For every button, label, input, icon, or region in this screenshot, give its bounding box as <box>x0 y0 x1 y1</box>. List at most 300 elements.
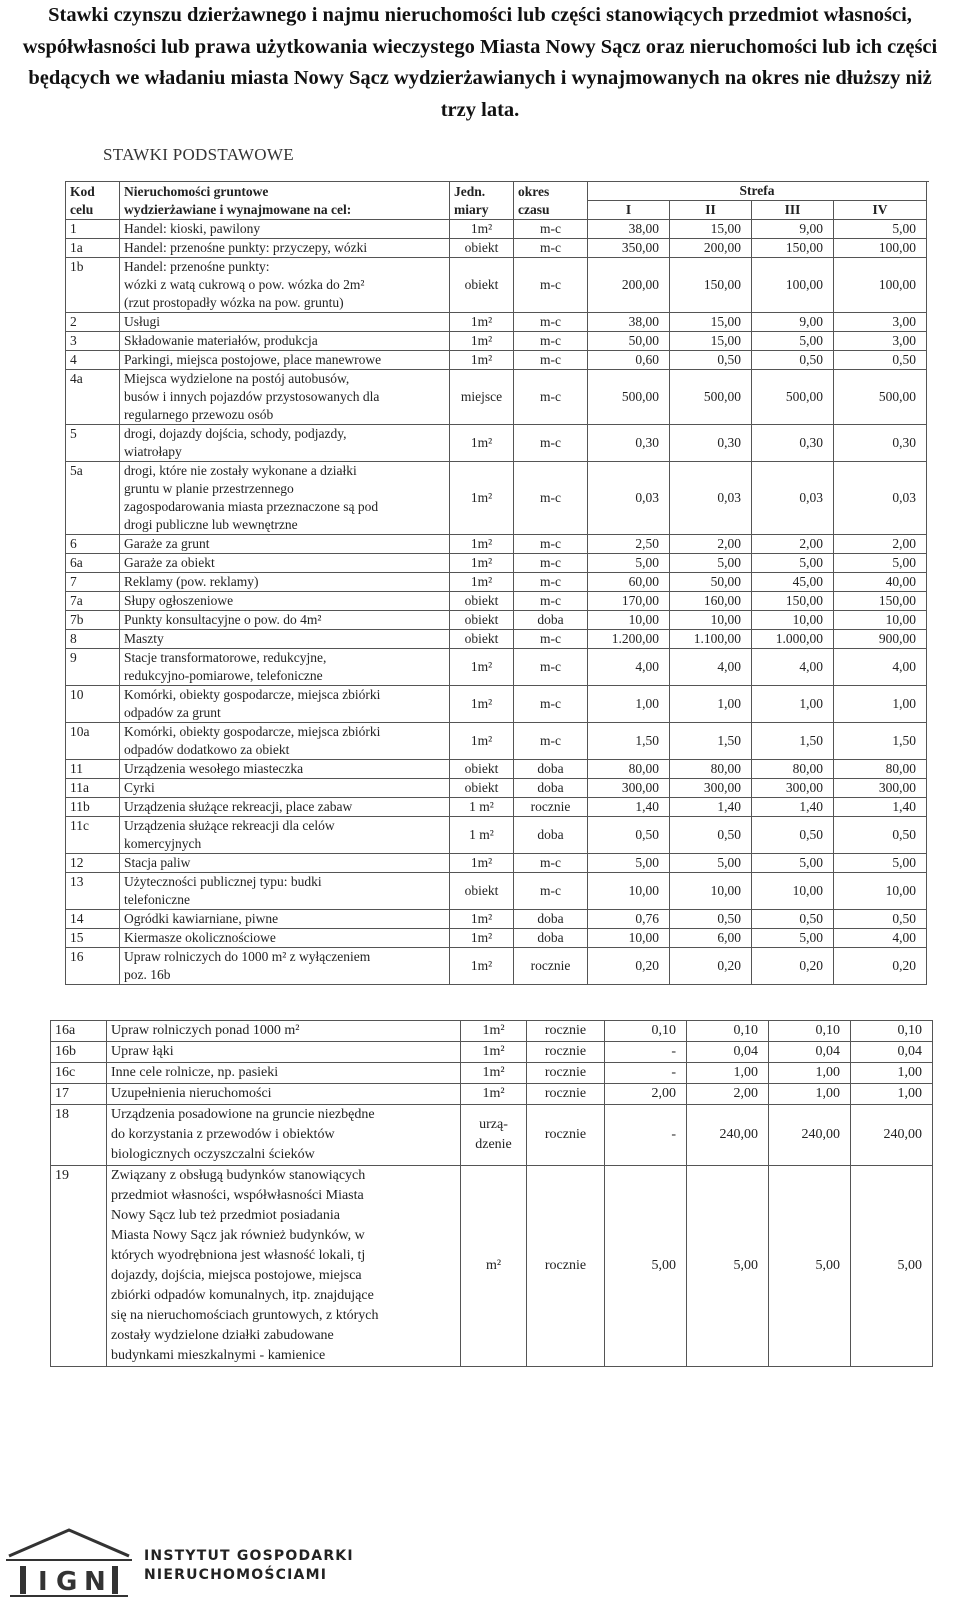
row-period: m-c <box>514 723 588 760</box>
row-rate-zone-2: 2,00 <box>670 535 752 554</box>
row-rate-zone-4: 300,00 <box>834 779 927 798</box>
table-body-part-1 <box>66 220 927 985</box>
header-period-2: czasu <box>514 201 588 220</box>
row-rate-zone-4: 40,00 <box>834 573 927 592</box>
row-purpose: Składowanie materiałów, produkcja <box>120 332 450 351</box>
row-rate-zone-3: 1,00 <box>769 1084 851 1105</box>
row-rate-zone-1: 0,03 <box>588 462 670 535</box>
row-unit: 1m² <box>450 535 514 554</box>
row-code: 9 <box>66 649 120 686</box>
row-purpose: Punkty konsultacyjne o pow. do 4m² <box>120 611 450 630</box>
row-rate-zone-1: 60,00 <box>588 573 670 592</box>
row-rate-zone-2: 0,30 <box>670 425 752 462</box>
row-code: 16c <box>51 1063 107 1084</box>
row-rate-zone-3: 0,50 <box>752 351 834 370</box>
table-row <box>66 948 927 985</box>
table-row <box>66 723 927 760</box>
row-rate-zone-2: 5,00 <box>687 1166 769 1367</box>
header-code: Kod <box>66 182 120 201</box>
row-rate-zone-3: 5,00 <box>752 332 834 351</box>
row-purpose: Stacje transformatorowe, redukcyjne, redukcyjno-pomiarowe, telefoniczne <box>120 649 450 686</box>
table-row <box>66 462 927 535</box>
row-period: m-c <box>514 425 588 462</box>
row-period: m-c <box>514 573 588 592</box>
row-rate-zone-3: 500,00 <box>752 370 834 425</box>
row-rate-zone-3: 0,04 <box>769 1042 851 1063</box>
institute-name <box>144 1547 354 1585</box>
table-row <box>66 760 927 779</box>
row-purpose: Upraw rolniczych do 1000 m² z wyłączeniem poz. 16b <box>120 948 450 985</box>
row-rate-zone-1: 0,30 <box>588 425 670 462</box>
row-rate-zone-1: - <box>605 1042 687 1063</box>
row-rate-zone-2: 5,00 <box>670 554 752 573</box>
row-unit: obiekt <box>450 611 514 630</box>
row-period: m-c <box>514 686 588 723</box>
row-purpose: drogi, dojazdy dojścia, schody, podjazdy, wiatrołapy <box>120 425 450 462</box>
row-purpose: Handel: przenośne punkty: przyczepy, wózki <box>120 239 450 258</box>
table-row <box>66 332 927 351</box>
row-rate-zone-1: 4,00 <box>588 649 670 686</box>
row-rate-zone-4: 1,00 <box>851 1084 933 1105</box>
row-rate-zone-1: 170,00 <box>588 592 670 611</box>
header-zone-2: II <box>670 201 752 220</box>
institute-name-line-2: NIERUCHOMOŚCIAMI <box>144 1567 328 1583</box>
table-row <box>51 1042 933 1063</box>
row-purpose: Związany z obsługą budynków stanowiących przedmiot własności, współwłasności Miasta Nowy Sącz lub też przedmiot posiadania Miasta Nowy Sącz jak również budynków, w których wyodrębniona jest własność lokali, tj dojazdy, dojścia, miejsca postojowe, miejsca zbiórki odpadów komunalnych, itp. znajdujące się na nieruchomościach gruntowych, z których zostały wydzielone działki zabudowane budynkami mieszkalnymi - kamienice <box>107 1166 461 1367</box>
row-rate-zone-2: 6,00 <box>670 929 752 948</box>
row-unit: 1m² <box>450 686 514 723</box>
row-rate-zone-1: 2,50 <box>588 535 670 554</box>
row-purpose: Użyteczności publicznej typu: budki telefoniczne <box>120 873 450 910</box>
row-rate-zone-3: 0,50 <box>752 910 834 929</box>
row-purpose: Komórki, obiekty gospodarcze, miejsca zbiórki odpadów za grunt <box>120 686 450 723</box>
table-row <box>51 1021 933 1042</box>
row-rate-zone-2: 50,00 <box>670 573 752 592</box>
table-row <box>51 1105 933 1166</box>
row-period: m-c <box>514 535 588 554</box>
row-code: 7a <box>66 592 120 611</box>
row-rate-zone-4: 1,50 <box>834 723 927 760</box>
row-rate-zone-4: 5,00 <box>834 854 927 873</box>
row-rate-zone-2: 300,00 <box>670 779 752 798</box>
row-code: 17 <box>51 1084 107 1105</box>
row-rate-zone-4: 5,00 <box>834 554 927 573</box>
row-purpose: Urządzenia służące rekreacji, place zabaw <box>120 798 450 817</box>
table-row <box>66 817 927 854</box>
row-rate-zone-3: 5,00 <box>769 1166 851 1367</box>
logo-letter-n: N <box>84 1567 106 1597</box>
row-rate-zone-1: 50,00 <box>588 332 670 351</box>
row-unit: obiekt <box>450 760 514 779</box>
row-rate-zone-1: 0,20 <box>588 948 670 985</box>
header-code-2: celu <box>66 201 120 220</box>
header-zone-3: III <box>752 201 834 220</box>
row-rate-zone-3: 9,00 <box>752 313 834 332</box>
row-rate-zone-1: 0,50 <box>588 817 670 854</box>
row-unit: 1m² <box>450 723 514 760</box>
row-rate-zone-2: 15,00 <box>670 332 752 351</box>
row-rate-zone-2: 1,50 <box>670 723 752 760</box>
row-purpose: Uzupełnienia nieruchomości <box>107 1084 461 1105</box>
row-unit: obiekt <box>450 779 514 798</box>
row-purpose: Urządzenia służące rekreacji dla celów komercyjnych <box>120 817 450 854</box>
row-unit: 1m² <box>450 220 514 239</box>
row-rate-zone-2: 2,00 <box>687 1084 769 1105</box>
row-rate-zone-3: 100,00 <box>752 258 834 313</box>
row-period: doba <box>514 929 588 948</box>
row-code: 1a <box>66 239 120 258</box>
row-unit: 1m² <box>450 351 514 370</box>
row-purpose: Upraw rolniczych ponad 1000 m² <box>107 1021 461 1042</box>
row-rate-zone-1: 350,00 <box>588 239 670 258</box>
row-rate-zone-1: 0,60 <box>588 351 670 370</box>
row-rate-zone-4: 1,40 <box>834 798 927 817</box>
row-code: 13 <box>66 873 120 910</box>
table-row <box>66 239 927 258</box>
row-rate-zone-4: 100,00 <box>834 239 927 258</box>
row-period: doba <box>514 817 588 854</box>
row-purpose: Garaże za grunt <box>120 535 450 554</box>
row-period: m-c <box>514 649 588 686</box>
table-row <box>66 798 927 817</box>
row-rate-zone-4: 150,00 <box>834 592 927 611</box>
row-code: 4 <box>66 351 120 370</box>
row-rate-zone-2: 5,00 <box>670 854 752 873</box>
row-rate-zone-3: 1,00 <box>769 1063 851 1084</box>
header-purpose: Nieruchomości gruntowe <box>120 182 450 201</box>
table-row <box>66 854 927 873</box>
row-rate-zone-4: 0,03 <box>834 462 927 535</box>
row-purpose: Stacja paliw <box>120 854 450 873</box>
row-unit: obiekt <box>450 239 514 258</box>
row-rate-zone-3: 5,00 <box>752 554 834 573</box>
row-code: 5a <box>66 462 120 535</box>
row-purpose: drogi, które nie zostały wykonane a działki gruntu w planie przestrzennego zagospodarowania miasta przeznaczone są pod drogi publiczne lub wewnętrzne <box>120 462 450 535</box>
section-heading: STAWKI PODSTAWOWE <box>103 145 294 164</box>
row-rate-zone-1: 80,00 <box>588 760 670 779</box>
row-period: rocznie <box>527 1021 605 1042</box>
row-code: 11b <box>66 798 120 817</box>
row-rate-zone-1: 38,00 <box>588 313 670 332</box>
row-rate-zone-3: 9,00 <box>752 220 834 239</box>
row-period: m-c <box>514 630 588 649</box>
row-unit: 1m² <box>450 910 514 929</box>
row-period: rocznie <box>527 1166 605 1367</box>
row-rate-zone-2: 200,00 <box>670 239 752 258</box>
row-code: 11c <box>66 817 120 854</box>
row-rate-zone-1: 2,00 <box>605 1084 687 1105</box>
row-rate-zone-3: 45,00 <box>752 573 834 592</box>
row-rate-zone-3: 0,20 <box>752 948 834 985</box>
row-purpose: Miejsca wydzielone na postój autobusów, busów i innych pojazdów przystosowanych dla regularnego przewozu osób <box>120 370 450 425</box>
row-rate-zone-1: - <box>605 1063 687 1084</box>
row-purpose: Garaże za obiekt <box>120 554 450 573</box>
row-rate-zone-1: 300,00 <box>588 779 670 798</box>
row-unit: 1m² <box>450 854 514 873</box>
table-row <box>66 425 927 462</box>
row-rate-zone-2: 10,00 <box>670 873 752 910</box>
row-rate-zone-4: 0,50 <box>834 817 927 854</box>
row-unit: 1m² <box>461 1021 527 1042</box>
table-row <box>66 573 927 592</box>
row-rate-zone-2: 80,00 <box>670 760 752 779</box>
header-unit: Jedn. <box>450 182 514 201</box>
ign-logo <box>4 1522 134 1602</box>
row-unit: 1m² <box>461 1084 527 1105</box>
row-rate-zone-1: 10,00 <box>588 611 670 630</box>
row-rate-zone-2: 240,00 <box>687 1105 769 1166</box>
row-rate-zone-2: 0,10 <box>687 1021 769 1042</box>
row-code: 5 <box>66 425 120 462</box>
row-purpose: Maszty <box>120 630 450 649</box>
row-period: rocznie <box>527 1084 605 1105</box>
row-rate-zone-1: 1,40 <box>588 798 670 817</box>
row-rate-zone-4: 900,00 <box>834 630 927 649</box>
row-unit: 1m² <box>450 554 514 573</box>
row-rate-zone-1: 200,00 <box>588 258 670 313</box>
row-period: m-c <box>514 554 588 573</box>
row-rate-zone-3: 240,00 <box>769 1105 851 1166</box>
row-rate-zone-2: 0,04 <box>687 1042 769 1063</box>
row-period: m-c <box>514 592 588 611</box>
row-rate-zone-3: 150,00 <box>752 592 834 611</box>
header-zone-4: IV <box>834 201 927 220</box>
row-code: 2 <box>66 313 120 332</box>
row-purpose: Reklamy (pow. reklamy) <box>120 573 450 592</box>
row-unit: 1m² <box>461 1042 527 1063</box>
row-rate-zone-2: 0,50 <box>670 351 752 370</box>
row-rate-zone-3: 4,00 <box>752 649 834 686</box>
row-code: 7b <box>66 611 120 630</box>
row-rate-zone-3: 0,30 <box>752 425 834 462</box>
row-rate-zone-4: 500,00 <box>834 370 927 425</box>
row-rate-zone-1: 1,00 <box>588 686 670 723</box>
row-rate-zone-4: 100,00 <box>834 258 927 313</box>
row-rate-zone-4: 80,00 <box>834 760 927 779</box>
table-row <box>66 686 927 723</box>
row-period: rocznie <box>527 1042 605 1063</box>
row-rate-zone-4: 3,00 <box>834 332 927 351</box>
row-code: 18 <box>51 1105 107 1166</box>
row-code: 8 <box>66 630 120 649</box>
row-rate-zone-1: 10,00 <box>588 873 670 910</box>
row-rate-zone-1: 5,00 <box>588 554 670 573</box>
row-rate-zone-2: 1,00 <box>687 1063 769 1084</box>
header-zone-1: I <box>588 201 670 220</box>
row-rate-zone-3: 1,40 <box>752 798 834 817</box>
row-code: 16a <box>51 1021 107 1042</box>
row-period: m-c <box>514 854 588 873</box>
row-period: m-c <box>514 239 588 258</box>
row-rate-zone-3: 1,50 <box>752 723 834 760</box>
table-body-part-2 <box>51 1021 933 1367</box>
row-code: 7 <box>66 573 120 592</box>
row-rate-zone-4: 0,10 <box>851 1021 933 1042</box>
row-code: 12 <box>66 854 120 873</box>
row-rate-zone-1: 10,00 <box>588 929 670 948</box>
row-rate-zone-4: 0,30 <box>834 425 927 462</box>
row-code: 4a <box>66 370 120 425</box>
row-period: rocznie <box>514 948 588 985</box>
row-purpose: Handel: kioski, pawilony <box>120 220 450 239</box>
row-period: rocznie <box>527 1063 605 1084</box>
header-period: okres <box>514 182 588 201</box>
row-code: 19 <box>51 1166 107 1367</box>
row-purpose: Komórki, obiekty gospodarcze, miejsca zbiórki odpadów dodatkowo za obiekt <box>120 723 450 760</box>
row-purpose: Ogródki kawiarniane, piwne <box>120 910 450 929</box>
table-row <box>66 649 927 686</box>
row-rate-zone-2: 15,00 <box>670 313 752 332</box>
row-rate-zone-4: 3,00 <box>834 313 927 332</box>
row-rate-zone-2: 15,00 <box>670 220 752 239</box>
table-row <box>66 535 927 554</box>
row-period: m-c <box>514 462 588 535</box>
table-row <box>66 351 927 370</box>
row-code: 14 <box>66 910 120 929</box>
row-purpose: Cyrki <box>120 779 450 798</box>
row-unit: obiekt <box>450 592 514 611</box>
row-rate-zone-3: 0,10 <box>769 1021 851 1042</box>
row-rate-zone-3: 1.000,00 <box>752 630 834 649</box>
row-code: 16 <box>66 948 120 985</box>
row-purpose: Urządzenia posadowione na gruncie niezbędne do korzystania z przewodów i obiektów biologicznych oczyszczalni ścieków <box>107 1105 461 1166</box>
row-rate-zone-2: 0,03 <box>670 462 752 535</box>
row-rate-zone-1: 5,00 <box>588 854 670 873</box>
row-rate-zone-3: 10,00 <box>752 873 834 910</box>
row-rate-zone-1: 500,00 <box>588 370 670 425</box>
row-period: m-c <box>514 313 588 332</box>
table-row <box>66 592 927 611</box>
row-rate-zone-4: 5,00 <box>834 220 927 239</box>
row-rate-zone-3: 80,00 <box>752 760 834 779</box>
row-unit: 1m² <box>450 573 514 592</box>
row-rate-zone-4: 4,00 <box>834 929 927 948</box>
row-rate-zone-3: 5,00 <box>752 854 834 873</box>
row-rate-zone-2: 500,00 <box>670 370 752 425</box>
table-row <box>51 1166 933 1367</box>
table-row <box>66 554 927 573</box>
row-unit: 1m² <box>450 649 514 686</box>
row-rate-zone-2: 0,50 <box>670 817 752 854</box>
header-unit-2: miary <box>450 201 514 220</box>
row-rate-zone-4: 0,04 <box>851 1042 933 1063</box>
row-period: m-c <box>514 351 588 370</box>
row-unit: 1m² <box>461 1063 527 1084</box>
row-rate-zone-4: 0,50 <box>834 910 927 929</box>
row-code: 6a <box>66 554 120 573</box>
row-unit: m² <box>461 1166 527 1367</box>
table-row <box>66 220 927 239</box>
row-rate-zone-1: 38,00 <box>588 220 670 239</box>
table-row <box>66 630 927 649</box>
row-unit: obiekt <box>450 258 514 313</box>
row-purpose: Inne cele rolnicze, np. pasieki <box>107 1063 461 1084</box>
row-period: doba <box>514 611 588 630</box>
row-unit: obiekt <box>450 630 514 649</box>
table-row <box>51 1063 933 1084</box>
row-code: 10a <box>66 723 120 760</box>
row-rate-zone-4: 4,00 <box>834 649 927 686</box>
row-unit: 1m² <box>450 929 514 948</box>
row-rate-zone-2: 1.100,00 <box>670 630 752 649</box>
row-rate-zone-3: 2,00 <box>752 535 834 554</box>
rates-table-part-1 <box>65 181 927 985</box>
row-rate-zone-4: 10,00 <box>834 873 927 910</box>
logo-letter-g: G <box>56 1567 78 1597</box>
row-unit: 1m² <box>450 313 514 332</box>
row-code: 15 <box>66 929 120 948</box>
row-rate-zone-2: 0,20 <box>670 948 752 985</box>
row-unit: 1m² <box>450 948 514 985</box>
row-code: 1b <box>66 258 120 313</box>
row-code: 11 <box>66 760 120 779</box>
row-unit: 1m² <box>450 425 514 462</box>
row-rate-zone-4: 1,00 <box>834 686 927 723</box>
row-unit: miejsce <box>450 370 514 425</box>
table-row <box>51 1084 933 1105</box>
row-rate-zone-3: 0,03 <box>752 462 834 535</box>
row-purpose: Upraw łąki <box>107 1042 461 1063</box>
row-rate-zone-4: 0,20 <box>834 948 927 985</box>
table-header-row-2 <box>66 201 927 220</box>
row-rate-zone-3: 150,00 <box>752 239 834 258</box>
table-row <box>66 313 927 332</box>
row-rate-zone-2: 4,00 <box>670 649 752 686</box>
table-row <box>66 910 927 929</box>
row-unit: 1m² <box>450 332 514 351</box>
row-rate-zone-2: 150,00 <box>670 258 752 313</box>
row-code: 6 <box>66 535 120 554</box>
row-code: 16b <box>51 1042 107 1063</box>
row-period: m-c <box>514 370 588 425</box>
row-rate-zone-4: 0,50 <box>834 351 927 370</box>
row-purpose: Handel: przenośne punkty: wózki z watą cukrową o pow. wózka do 2m² (rzut prostopadły wózka na pow. gruntu) <box>120 258 450 313</box>
row-purpose: Usługi <box>120 313 450 332</box>
table-row <box>66 929 927 948</box>
row-purpose: Kiermasze okolicznościowe <box>120 929 450 948</box>
row-rate-zone-1: 1,50 <box>588 723 670 760</box>
row-unit: obiekt <box>450 873 514 910</box>
row-rate-zone-4: 240,00 <box>851 1105 933 1166</box>
row-rate-zone-2: 160,00 <box>670 592 752 611</box>
rates-table-part-2 <box>50 1020 933 1367</box>
row-rate-zone-1: 1.200,00 <box>588 630 670 649</box>
header-zone: Strefa <box>588 182 927 201</box>
row-rate-zone-2: 1,40 <box>670 798 752 817</box>
institute-name-line-1: INSTYTUT GOSPODARKI <box>144 1548 354 1564</box>
row-unit: 1 m² <box>450 798 514 817</box>
row-rate-zone-1: - <box>605 1105 687 1166</box>
row-rate-zone-1: 0,10 <box>605 1021 687 1042</box>
row-code: 3 <box>66 332 120 351</box>
row-rate-zone-3: 300,00 <box>752 779 834 798</box>
header-purpose-2: wydzierżawiane i wynajmowane na cel: <box>120 201 450 220</box>
row-period: m-c <box>514 873 588 910</box>
logo-letter-i: I <box>38 1567 48 1597</box>
row-rate-zone-2: 1,00 <box>670 686 752 723</box>
row-purpose: Urządzenia wesołego miasteczka <box>120 760 450 779</box>
row-rate-zone-4: 10,00 <box>834 611 927 630</box>
row-period: rocznie <box>527 1105 605 1166</box>
row-code: 10 <box>66 686 120 723</box>
row-period: doba <box>514 779 588 798</box>
table-row <box>66 611 927 630</box>
row-unit: 1 m² <box>450 817 514 854</box>
row-rate-zone-3: 10,00 <box>752 611 834 630</box>
document-title: Stawki czynszu dzierżawnego i najmu nieruchomości lub części stanowiących przedmiot własności, współwłasności lub prawa użytkowania wieczystego Miasta Nowy Sącz oraz nieruchomości lub ich części będących we władaniu miasta Nowy Sącz wydzierżawianych i wynajmowanych na okres nie dłuższy niż trzy lata. <box>22 4 938 121</box>
table-row <box>66 873 927 910</box>
table-row <box>66 370 927 425</box>
